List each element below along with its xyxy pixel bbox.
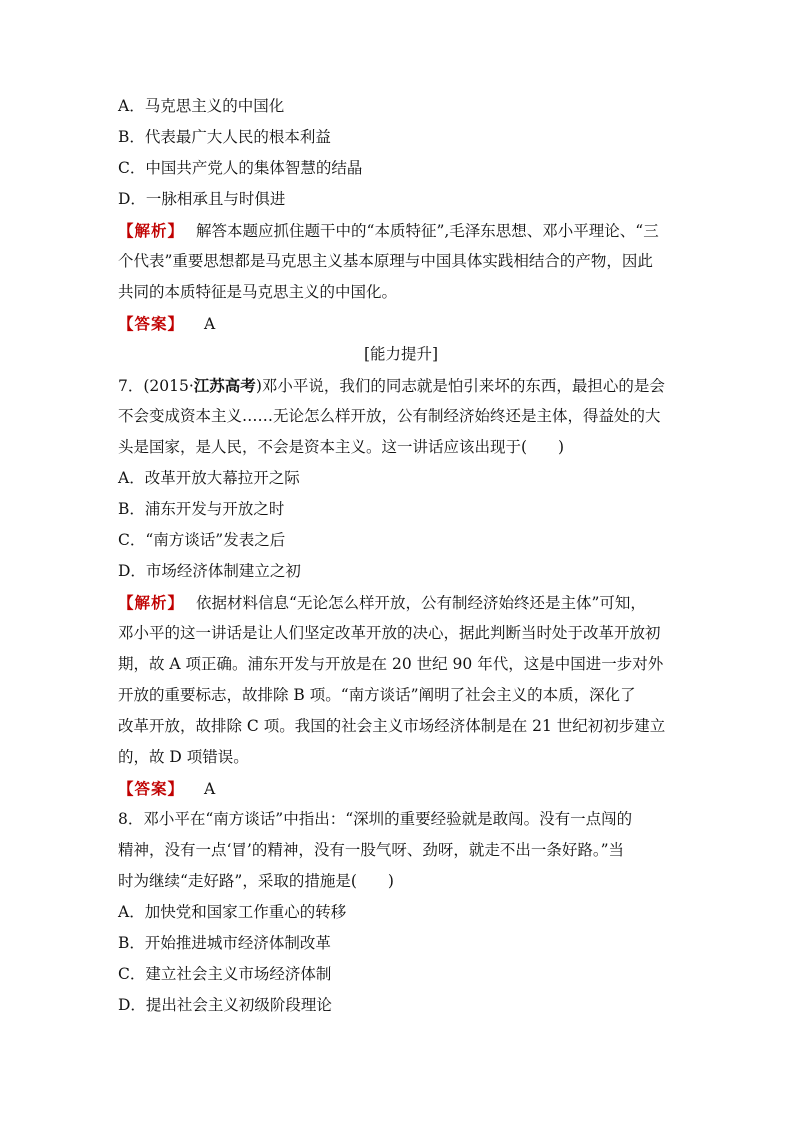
q8-stem-line-2: 精神，没有一点‘冒’的精神，没有一股气呀、劲呀，就走不出一条好路。”当	[118, 841, 625, 859]
q7-analysis-line-2: 邓小平的这一讲话是让人们坚定改革开放的决心，据此判断当时处于改革开放初	[118, 624, 661, 642]
q7-stem-line-1: )邓小平说，我们的同志就是怕引来坏的东西，最担心的是会	[255, 377, 665, 395]
section-title: [能力提升]	[363, 345, 439, 363]
q7-analysis-line-6: 的，故 D 项错误。	[118, 748, 249, 766]
q6-option-b: B．代表最广大人民的根本利益	[118, 128, 331, 146]
q7-answer-value: A	[204, 780, 216, 798]
q6-answer	[118, 308, 684, 339]
q6-analysis-line-2: 个代表”重要思想都是马克思主义基本原理与中国具体实践相结合的产物，因此	[118, 252, 653, 270]
q8-option-d: D．提出社会主义初级阶段理论	[118, 996, 332, 1014]
q7-option-a: A．改革开放大幕拉开之际	[118, 469, 300, 487]
q7-stem-line-3: 头是国家，是人民，不会是资本主义。这一讲话应该出现于( )	[118, 438, 565, 456]
answer-tag: 【答案】	[118, 314, 185, 333]
q8-option-c: C．建立社会主义市场经济体制	[118, 965, 332, 983]
q7-option-b: B．浦东开发与开放之时	[118, 500, 285, 518]
q7-analysis-line-4: 开放的重要标志，故排除 B 项。“南方谈话”阐明了社会主义的本质，深化了	[118, 686, 636, 704]
q7-options	[118, 463, 684, 587]
q7-source: 江苏高考	[193, 376, 256, 395]
q8-stem-line-1: 8．邓小平在“南方谈话”中指出：“深圳的重要经验就是敢闯。没有一点闯的	[118, 810, 633, 828]
q8-option-a: A．加快党和国家工作重心的转移	[118, 903, 347, 921]
analysis-tag: 【解析】	[118, 593, 185, 612]
q6-analysis-line-3: 共同的本质特征是马克思主义的中国化。	[118, 283, 398, 301]
q7-option-d: D．市场经济体制建立之初	[118, 562, 301, 580]
q7-analysis-line-3: 期，故 A 项正确。浦东开发与开放是在 20 世纪 90 年代，这是中国进一步对外	[118, 655, 664, 673]
q6-analysis-line-1: 解答本题应抓住题干中的“本质特征”,毛泽东思想、邓小平理论、“三	[196, 222, 659, 240]
q6-option-d: D．一脉相承且与时俱进	[118, 190, 286, 208]
q6-option-a: A．马克思主义的中国化	[118, 97, 285, 115]
q7-stem-line-2: 不会变成资本主义……无论怎么样开放，公有制经济始终还是主体，得益处的大	[118, 407, 661, 425]
q7-option-c: C．“南方谈话”发表之后	[118, 531, 286, 549]
q7-number: 7．(2015·	[118, 377, 194, 395]
q6-options	[118, 91, 684, 215]
q7-answer	[118, 773, 684, 804]
q6-option-c: C．中国共产党人的集体智慧的结晶	[118, 159, 363, 177]
q8-stem	[118, 804, 684, 897]
q8-option-b: B．开始推进城市经济体制改革	[118, 934, 331, 952]
q7-stem	[118, 370, 684, 463]
q8-options	[118, 897, 684, 1021]
q7-analysis-line-1: 依据材料信息“无论怎么样开放，公有制经济始终还是主体”可知，	[196, 594, 646, 612]
q8-stem-line-3: 时为继续“走好路”，采取的措施是( )	[118, 872, 394, 890]
answer-tag: 【答案】	[118, 779, 185, 798]
q7-analysis-line-5: 改革开放，故排除 C 项。我国的社会主义市场经济体制是在 21 世纪初初步建立	[118, 717, 666, 735]
analysis-tag: 【解析】	[118, 221, 185, 240]
q6-analysis	[118, 215, 684, 308]
q7-analysis	[118, 587, 684, 773]
q6-answer-value: A	[204, 315, 216, 333]
